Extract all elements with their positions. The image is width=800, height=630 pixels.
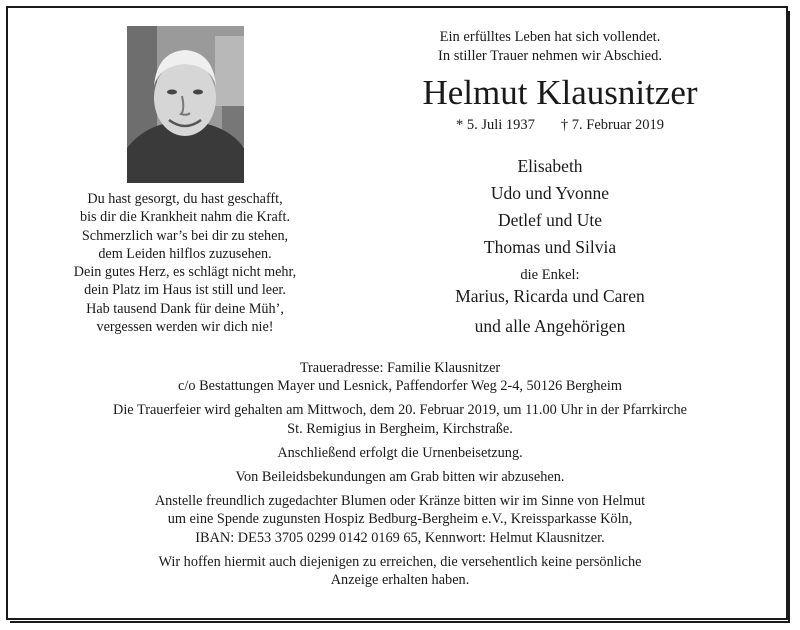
intro-line: Ein erfülltes Leben hat sich vollendet. bbox=[439, 29, 661, 45]
family-list bbox=[400, 153, 700, 261]
intro-line: In stiller Trauer nehmen wir Abschied. bbox=[438, 47, 662, 64]
donation-line: IBAN: DE53 3705 0299 0142 0169 65, Kennwort: Helmut Klausnitzer. bbox=[195, 529, 605, 546]
donation-line: um eine Spende zugunsten Hospiz Bedburg-Bergheim e.V., Kreissparkasse Köln, bbox=[167, 511, 633, 528]
family-member: Udo und Yvonne bbox=[490, 183, 610, 203]
condolences-text: Von Beileidsbekundungen am Grab bitten wir abzusehen. bbox=[235, 469, 565, 486]
family-member: Elisabeth bbox=[517, 156, 583, 176]
poem-line: Du hast gesorgt, du hast geschafft, bbox=[87, 191, 283, 207]
poem-line: Schmerzlich war’s bei dir zu stehen, bbox=[81, 227, 289, 244]
closing-line: Anzeige erhalten haben. bbox=[330, 572, 470, 589]
urn-burial-text: Anschließend erfolgt die Urnenbeisetzung. bbox=[277, 444, 523, 461]
grandchildren-names: Marius, Ricarda und Caren bbox=[455, 286, 645, 306]
poem-line: dem Leiden hilflos zuzusehen. bbox=[98, 245, 272, 262]
grandchildren-label: die Enkel: bbox=[520, 267, 580, 283]
poem-line: Dein gutes Herz, es schlägt nicht mehr, bbox=[73, 264, 297, 281]
family-member: Detlef und Ute bbox=[498, 210, 602, 230]
portrait-image bbox=[127, 26, 244, 183]
address-line: c/o Bestattungen Mayer und Lesnick, Paffendorfer Weg 2-4, 50126 Bergheim bbox=[178, 378, 622, 395]
details-section bbox=[30, 359, 770, 589]
portrait-photo bbox=[127, 26, 244, 183]
closing-line: Wir hoffen hiermit auch diejenigen zu erreichen, die versehentlich keine persönliche bbox=[158, 553, 642, 570]
donation-line: Anstelle freundlich zugedachter Blumen oder Kränze bitten wir im Sinne von Helmut bbox=[154, 493, 646, 510]
death-date: † 7. Februar 2019 bbox=[560, 117, 665, 133]
address-line: Traueradresse: Familie Klausnitzer bbox=[299, 360, 501, 376]
poem-line: bis dir die Krankheit nahm die Kraft. bbox=[80, 209, 290, 226]
ceremony-line: Die Trauerfeier wird gehalten am Mittwoch, dem 20. Februar 2019, um 11.00 Uhr in der Pfarrkirche bbox=[113, 402, 687, 419]
birth-date: * 5. Juli 1937 bbox=[455, 117, 535, 133]
family-member: Thomas und Silvia bbox=[483, 237, 617, 257]
ceremony-line: St. Remigius in Bergheim, Kirchstraße. bbox=[287, 420, 513, 437]
intro-text bbox=[400, 28, 700, 65]
poem bbox=[40, 190, 330, 336]
poem-line: Hab tausend Dank für deine Müh’, bbox=[86, 300, 284, 317]
poem-line: dein Platz im Haus ist still und leer. bbox=[84, 282, 286, 299]
poem-line: vergessen werden wir dich nie! bbox=[96, 319, 274, 336]
deceased-name: Helmut Klausnitzer bbox=[422, 73, 698, 112]
relatives-line: und alle Angehörigen bbox=[474, 316, 626, 336]
life-dates bbox=[420, 116, 700, 134]
